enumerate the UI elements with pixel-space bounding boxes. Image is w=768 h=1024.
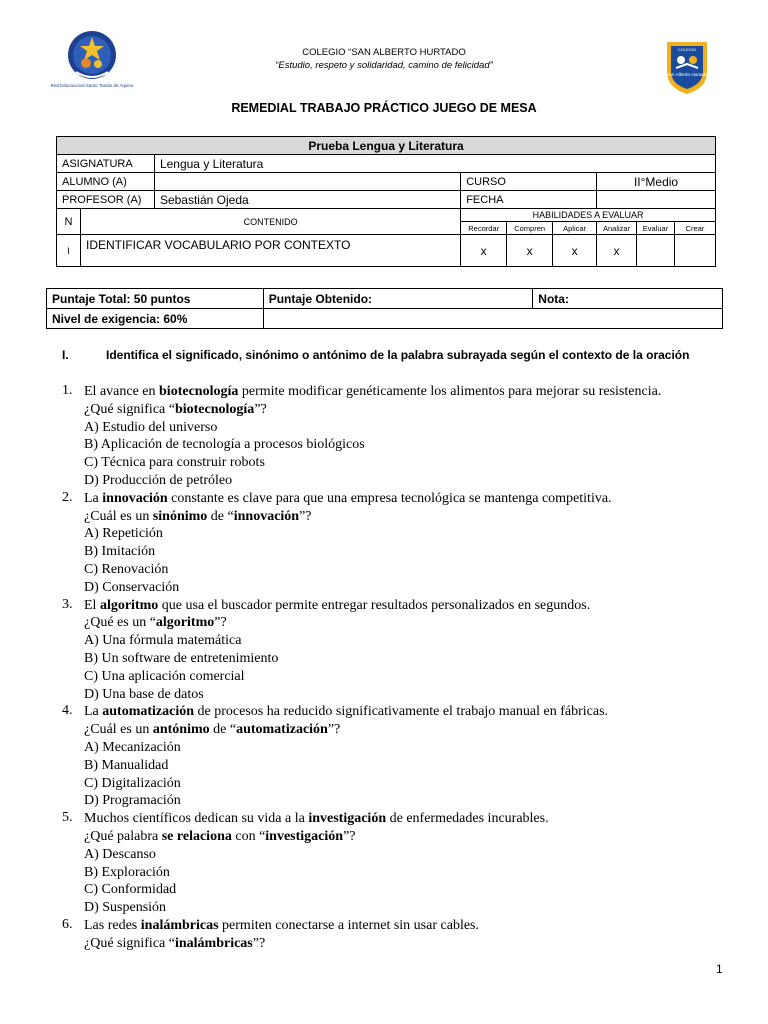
skill-recordar: Recordar [461,222,507,235]
asignatura-value: Lengua y Literatura [154,155,715,173]
answer-option[interactable]: D) Conservación [84,579,180,595]
keyword: investigación [265,828,344,844]
school-name: COLEGIO “SAN ALBERTO HURTADO [302,47,466,58]
text-segment: que usa el buscador permite entregar resultados personalizados en segundos. [158,597,591,613]
n-column-header: N [57,209,81,235]
contenido-column-header: CONTENIDO [80,209,460,235]
text-segment: permite modificar genéticamente los alimentos para mejorar su resistencia. [238,384,662,399]
answer-option[interactable]: D) Producción de petróleo [84,472,233,488]
keyword: automatización [102,704,195,720]
keyword: inalámbricas [174,935,253,951]
svg-text:San Alberto Hurtado: San Alberto Hurtado [666,72,708,77]
question-number: 1. [62,383,73,398]
alumno-field[interactable] [154,173,460,191]
text-segment: ”? [214,615,227,631]
keyword: algoritmo [99,597,159,613]
asignatura-label: ASIGNATURA [57,155,155,173]
curso-value: II°Medio [597,173,716,191]
keyword: innovación [102,490,168,506]
school-motto: “Estudio, respeto y solidaridad, camino de felicidad” [275,60,493,71]
answer-option[interactable]: B) Aplicación de tecnología a procesos biológicos [84,437,365,453]
keyword: se relaciona [161,828,232,844]
keyword: inalámbricas [140,917,219,933]
skill-comprender: Compren [507,222,553,235]
question-sentence [84,383,752,401]
text-segment: La [84,704,103,720]
keyword: biotecnología [174,401,255,417]
text-segment: permiten conectarse a internet sin usar cables. [218,917,479,933]
nivel-exigencia: Nivel de exigencia: 60% [47,309,264,329]
skill-crear: Crear [674,222,715,235]
question-number: 6. [62,916,73,932]
answer-option[interactable]: C) Conformidad [84,882,177,898]
text-segment: ”? [327,722,341,738]
text-segment: ¿Qué es un “ [84,615,156,631]
answer-option[interactable]: C) Técnica para construir robots [84,455,265,471]
mark-aplicar: x [553,235,597,267]
question-number: 2. [62,489,73,505]
text-segment: Las redes [84,917,141,933]
text-segment: La [84,490,103,506]
svg-text:Red Educacional Santo Tomás de: Red Educacional Santo Tomás de Aquino [50,83,134,88]
answer-option[interactable]: A) Repetición [84,526,163,542]
question-prompt [84,401,752,419]
answer-option[interactable]: B) Exploración [84,864,170,880]
evaluation-info-table [56,136,716,267]
mark-recordar: x [461,235,507,267]
text-segment: ¿Qué significa “ [84,935,175,951]
score-notes-field[interactable] [263,309,722,329]
fecha-label: FECHA [461,191,597,209]
section-number: I. [62,348,69,362]
text-segment: ”? [252,935,266,951]
question-number: 5. [62,810,73,826]
text-segment: constante es clave para que una empresa tecnológica se mantenga competitiva. [167,490,612,506]
answer-option[interactable]: A) Mecanización [84,739,181,755]
text-segment: ”? [343,828,356,844]
answer-option[interactable]: D) Una base de datos [84,686,204,702]
page-number: 1 [716,962,723,976]
question-prompt [84,614,752,632]
answer-option[interactable]: A) Estudio del universo [84,419,218,435]
question-number: 3. [62,596,73,612]
question-item [62,490,752,597]
questions-list [62,383,752,953]
keyword: automatización [236,722,328,738]
question-sentence [84,703,752,721]
question-sentence [84,810,752,828]
answer-option[interactable]: A) Descanso [84,846,156,862]
text-segment: con “ [231,828,266,844]
text-segment: ”? [299,508,312,524]
section-instruction: Identifica el significado, sinónimo o antónimo de la palabra subrayada según el contexto de la oración [106,348,690,362]
svg-text:COLEGIO: COLEGIO [677,47,697,52]
text-segment: Muchos científicos dedican su vida a la [84,811,309,827]
puntaje-total: Puntaje Total: 50 puntos [47,289,264,309]
text-segment: de procesos ha reducido significativamente el trabajo manual en fábricas. [194,704,609,720]
question-sentence [84,917,752,935]
table-heading: Prueba Lengua y Literatura [57,137,716,155]
question-item [62,810,752,917]
keyword: biotecnología [159,384,239,399]
habilidades-header: HABILIDADES A EVALUAR [461,209,716,222]
text-segment: El avance en [84,384,160,399]
mark-comprender: x [507,235,553,267]
text-segment: de “ [207,508,234,524]
school-crest-logo [664,38,710,96]
text-segment: ¿Cuál es un [84,508,153,524]
question-prompt [84,721,752,739]
answer-option[interactable]: B) Imitación [84,544,156,560]
skill-aplicar: Aplicar [553,222,597,235]
question-number: 4. [62,703,73,719]
curso-label: CURSO [461,173,597,191]
keyword: algoritmo [155,615,215,631]
row-number: I [57,235,81,267]
keyword: investigación [308,811,387,827]
skill-evaluar: Evaluar [637,222,675,235]
row-contenido: IDENTIFICAR VOCABULARIO POR CONTEXTO [80,235,460,267]
profesor-value: Sebastián Ojeda [154,191,460,209]
score-table [46,288,723,329]
keyword: sinónimo [152,508,208,524]
text-segment: ”? [254,401,267,417]
text-segment: de “ [209,722,237,738]
alumno-label: ALUMNO (A) [57,173,155,191]
question-item [62,383,752,490]
fecha-field[interactable] [597,191,716,209]
nota-field[interactable]: Nota: [533,289,723,309]
mark-evaluar [637,235,675,267]
question-prompt [84,508,752,526]
profesor-label: PROFESOR (A) [57,191,155,209]
question-prompt [84,935,752,953]
mark-analizar: x [597,235,637,267]
answer-option[interactable]: D) Suspensión [84,900,167,916]
answer-option[interactable]: C) Una aplicación comercial [84,668,245,684]
keyword: antónimo [152,722,210,738]
question-item [62,597,752,704]
answer-option[interactable]: D) Programación [84,793,181,809]
answer-option[interactable]: A) Una fórmula matemática [84,633,242,649]
skill-analizar: Analizar [597,222,637,235]
question-sentence [84,490,752,508]
document-title: REMEDIAL TRABAJO PRÁCTICO JUEGO DE MESA [231,101,537,115]
text-segment: ¿Qué palabra [84,828,162,844]
text-segment: ¿Cuál es un [84,722,153,738]
question-item [62,703,752,810]
question-sentence [84,597,752,615]
text-segment: ¿Qué significa “ [84,401,175,417]
question-item [62,917,752,953]
keyword: innovación [233,508,300,524]
answer-option[interactable]: B) Un software de entretenimiento [84,650,279,666]
question-prompt [84,828,752,846]
answer-option[interactable]: C) Renovación [84,561,169,577]
answer-option[interactable]: C) Digitalización [84,775,181,791]
text-segment: de enfermedades incurables. [386,811,549,827]
puntaje-obtenido-field[interactable]: Puntaje Obtenido: [263,289,533,309]
answer-option[interactable]: B) Manualidad [84,757,169,773]
mark-crear [674,235,715,267]
text-segment: El [84,597,100,613]
